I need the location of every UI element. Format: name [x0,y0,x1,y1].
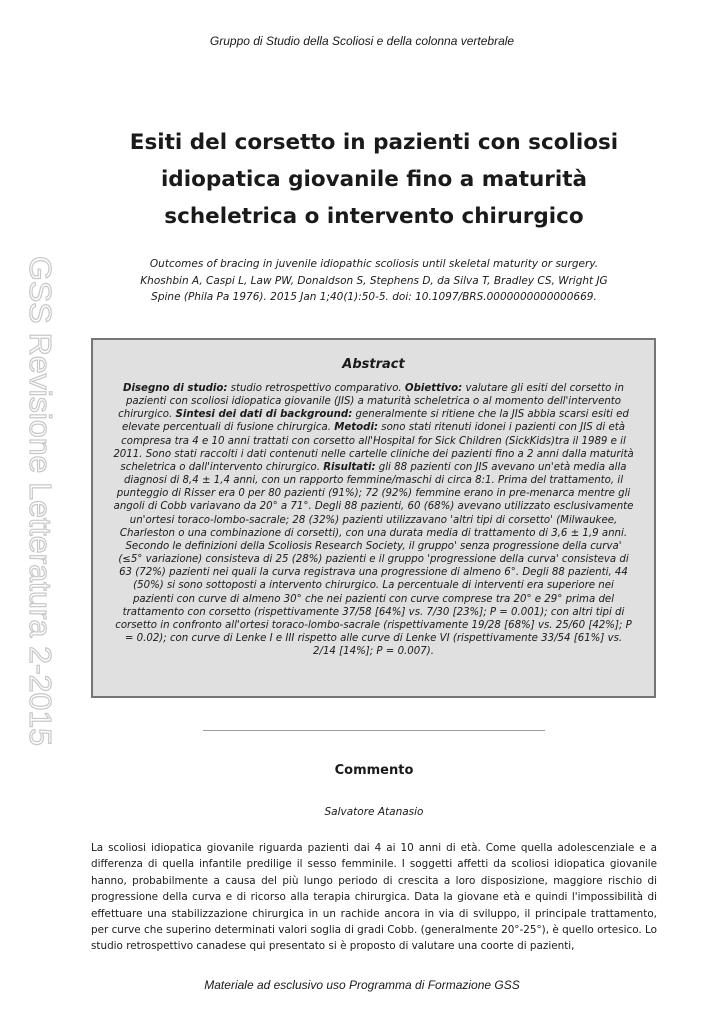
abstract-design: studio retrospettivo comparativo. [227,383,405,394]
comment-heading: Commento [334,763,414,778]
article-title [100,124,648,235]
abstract-label-background: Sintesi dei dati di background: [175,409,353,421]
abstract-label-results: Risultati: [323,461,376,473]
citation-journal: Spine (Phila Pa 1976). 2015 Jan 1;40(1):50-5. doi: 10.1097/BRS.0000000000000669. [151,291,597,303]
abstract-methods: sono stati ritenuti idonei i pazienti con JIS di età compresa tra 4 e 10 anni trattati con corsetto all'Hospital for Sick Children (SickKids)tra il 1989 e il 2011. Sono stati raccolti i dati contenuti nelle cartelle cliniche dei pazienti fino a 2 anni dalla maturità scheletrica o dall'intervento chirurgico. [113,422,634,473]
comment-author: Salvatore Atanasio [324,806,424,818]
citation-title: Outcomes of bracing in juvenile idiopathic scoliosis until skeletal maturity or surgery. [149,258,599,270]
page-header: Gruppo di Studio della Scoliosi e della colonna vertebrale [209,34,515,48]
abstract-background: generalmente si ritiene che la JIS abbia scarsi esiti ed elevate percentuali di fusione chirurgica. [122,409,629,434]
citation [110,256,638,306]
watermark-text: GSS Revisione Letteratura 2-2015 [23,256,58,730]
abstract-box [91,338,656,698]
abstract-text [113,382,634,658]
abstract-label-design: Disegno di studio: [123,383,228,394]
section-divider [203,730,545,731]
comment-body: La scoliosi idiopatica giovanile riguarda pazienti dai 4 ai 10 anni di età. Come quella adolescenziale e a differenza di quella infantile predilige il sesso femminile. I soggetti affetti da scoliosi idiopatica giovanile hanno, probabilmente a causa del più lungo periodo di crescita a loro disposizione, maggiore rischio di progressione della curva e di ricorso alla terapia chirurgica. Data la giovane età e quindi l'impossibilità di effettuare una stabilizzazione chirurgica in un rachide ancora in via di sviluppo, il principale trattamento, per curve che superino determinati valori soglia di gradi Cobb. (generalmente 20°-25°), è quello ortesico. Lo studio retrospettivo canadese qui presentato si è proposto di valutare una coorte di pazienti, [91,842,657,953]
citation-authors: Khoshbin A, Caspi L, Law PW, Donaldson S, Stephens D, da Silva T, Bradley CS, Wright JG [140,274,608,287]
watermark-graphic [22,256,58,748]
abstract-objective: valutare gli esiti del corsetto in pazienti con scoliosi idiopatica giovanile (JIS) a maturità scheletrica o al momento dell'intervento chirurgico. [118,383,624,421]
abstract-label-objective: Obiettivo: [404,383,463,394]
abstract-title: Abstract [342,357,405,372]
watermark [22,256,58,748]
title-line-3: scheletrica o intervento chirurgico [164,204,584,229]
title-line-2: idiopatica giovanile fino a maturità [160,167,588,192]
title-line-1: Esiti del corsetto in pazienti con scoliosi [129,130,619,155]
abstract-label-methods: Metodi: [334,422,379,434]
page-footer: Materiale ad esclusivo uso Programma di Formazione GSS [204,978,520,992]
abstract-results: gli 88 pazienti con JIS avevano un'età media alla diagnosi di 8,4 ± 1,4 anni, con un rapporto femmine/maschi di circa 8:1. Prima del trattamento, il punteggio di Risser era 0 per 80 pazienti (91%); 72 (92%) femmine erano in pre-menarca mentre gli angoli di Cobb variavano da 20° a 71°. Degli 88 pazienti, 60 (68%) avevano utilizzato esclusivamente un'ortesi toraco-lombo-sacrale; 28 (32%) pazienti utilizzavano 'altri tipi di corsetto' (Milwaukee, Charleston o una combinazione di corsetti), con una durata media di trattamento di 3,6 ± 1,9 anni. Secondo le definizioni della Scoliosis Research Society, il gruppo' senza progressione della curva' (≤5° variazione) consisteva di 25 (28%) pazienti e il gruppo 'progressione della curva' consisteva di 63 (72%) pazienti nei quali la curva registrava una progressione di almeno 6°. Degli 88 pazienti, 44 (50%) si sono sottoposti a intervento chirurgico. La percentuale di interventi era superiore nei pazienti con curve di almeno 30° che nei pazienti con curve comprese tra 20° e 29° prima del trattamento con corsetto (rispettivamente 37/58 [64%] vs. 7/30 [23%]; P = 0.001); con altri tipi di corsetto in confronto all'ortesi toraco-lombo-sacrale (rispettivamente 19/28 [68%] vs. 25/60 [42%]; P = 0.02); con curve di Lenke I e III rispetto alle curve di Lenke VI (rispettivamente 33/54 [61%] vs. 2/14 [14%]; P = 0.007). [113,461,634,658]
